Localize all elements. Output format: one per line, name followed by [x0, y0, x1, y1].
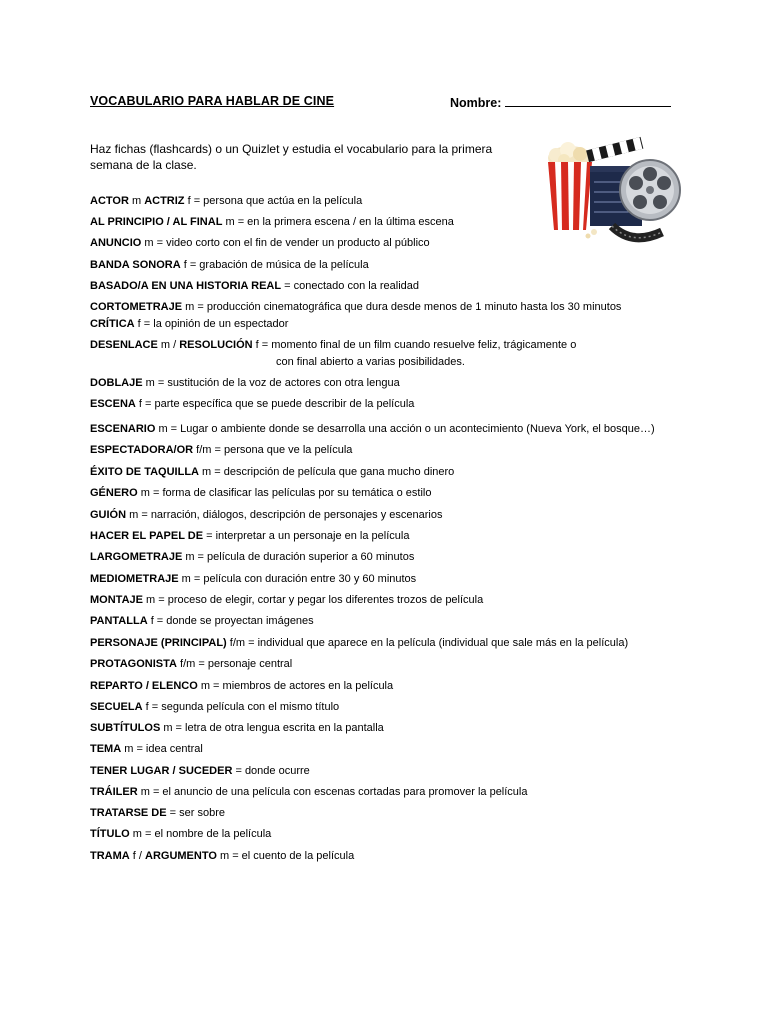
- vocab-definition: f/m = persona que ve la película: [193, 444, 353, 456]
- vocab-entry: [90, 466, 454, 479]
- vocab-gender: f /: [129, 850, 145, 862]
- vocab-definition: f/m = personaje central: [176, 658, 293, 670]
- vocab-definition: m = miembros de actores en la película: [197, 680, 394, 692]
- vocab-term: ESPECTADORA/OR: [90, 444, 194, 456]
- vocab-term: HACER EL PAPEL DE: [90, 530, 204, 542]
- vocab-term: AL PRINCIPIO / AL FINAL: [90, 216, 223, 228]
- vocab-term-alt: ARGUMENTO: [145, 850, 217, 862]
- vocab-entry: [90, 530, 409, 543]
- vocab-term: CRÍTICA: [90, 318, 135, 330]
- vocab-term: PERSONAJE (PRINCIPAL): [90, 637, 227, 649]
- vocab-entry: [90, 786, 528, 799]
- vocab-term: ESCENARIO: [90, 423, 156, 435]
- vocab-entry: [90, 487, 431, 500]
- vocab-entry: [90, 301, 621, 314]
- vocab-entry: [90, 680, 393, 693]
- vocab-definition: m = Lugar o ambiente donde se desarrolla una acción o un acontecimiento (Nueva York, el bosque…): [155, 423, 655, 435]
- vocab-term: DOBLAJE: [90, 377, 143, 389]
- vocab-term: ACTOR: [90, 195, 129, 207]
- vocab-term: PROTAGONISTA: [90, 658, 177, 670]
- vocab-term: ÉXITO DE TAQUILLA: [90, 466, 199, 478]
- page-title: VOCABULARIO PARA HABLAR DE CINE: [90, 94, 335, 108]
- vocab-entry: [90, 237, 430, 250]
- vocab-gender: m /: [157, 339, 180, 351]
- vocab-entry: [90, 195, 362, 208]
- vocab-entry: [90, 377, 400, 390]
- vocab-entry: [90, 658, 292, 671]
- vocab-term: SUBTÍTULOS: [90, 722, 161, 734]
- vocab-definition: m = el anuncio de una película con escenas cortadas para promover la película: [137, 786, 528, 798]
- name-blank-line: [505, 94, 671, 107]
- vocab-term: LARGOMETRAJE: [90, 551, 183, 563]
- vocab-term: DESENLACE: [90, 339, 158, 351]
- vocab-definition: m = idea central: [121, 743, 203, 755]
- vocab-term: ESCENA: [90, 398, 136, 410]
- film-strip-icon: [612, 226, 662, 238]
- vocab-definition: f = persona que actúa en la película: [184, 195, 363, 207]
- vocab-entry: [90, 216, 454, 229]
- vocab-definition: = ser sobre: [166, 807, 225, 819]
- vocab-entry: [90, 318, 288, 331]
- vocab-term: SECUELA: [90, 701, 143, 713]
- vocab-definition: f = momento final de un film cuando resuelve feliz, trágicamente o: [252, 339, 577, 351]
- vocab-entry: [90, 280, 419, 293]
- vocab-definition: = interpretar a un personaje en la película: [203, 530, 410, 542]
- vocab-entry: [90, 765, 310, 778]
- vocab-definition: m = video corto con el fin de vender un producto al público: [141, 237, 430, 249]
- vocab-entry: [90, 637, 628, 650]
- vocab-definition: f = segunda película con el mismo título: [142, 701, 340, 713]
- vocab-term: TRAMA: [90, 850, 130, 862]
- vocab-definition: m = forma de clasificar las películas por su temática o estilo: [137, 487, 432, 499]
- vocab-definition: f = la opinión de un espectador: [134, 318, 289, 330]
- vocab-term: TRÁILER: [90, 786, 138, 798]
- vocab-term: GUIÓN: [90, 509, 127, 521]
- vocab-term: TENER LUGAR / SUCEDER: [90, 765, 233, 777]
- vocab-definition: m = película de duración superior a 60 minutos: [182, 551, 415, 563]
- vocab-term: BANDA SONORA: [90, 259, 181, 271]
- vocab-term-alt: RESOLUCIÓN: [179, 339, 253, 351]
- vocab-definition: m = descripción de película que gana mucho dinero: [199, 466, 455, 478]
- vocab-term: CORTOMETRAJE: [90, 301, 183, 313]
- name-label: Nombre:: [450, 96, 502, 110]
- vocab-term: MEDIOMETRAJE: [90, 573, 179, 585]
- intro-text: Haz fichas (flashcards) o un Quizlet y estudia el vocabulario para la primera semana de la clase.: [90, 142, 493, 172]
- vocab-term-alt: ACTRIZ: [144, 195, 185, 207]
- vocab-definition: m = letra de otra lengua escrita en la pantalla: [160, 722, 384, 734]
- vocab-definition: m = el cuento de la película: [216, 850, 355, 862]
- vocab-entry: [90, 339, 576, 369]
- vocab-definition: m = el nombre de la película: [129, 828, 272, 840]
- vocab-entry: [90, 615, 314, 628]
- vocab-definition: f = parte específica que se puede describir de la película: [135, 398, 415, 410]
- vocab-definition: m = narración, diálogos, descripción de personajes y escenarios: [126, 509, 443, 521]
- vocab-definition: m = en la primera escena / en la última escena: [222, 216, 454, 228]
- vocab-entry: [90, 551, 414, 564]
- vocab-definition: = conectado con la realidad: [281, 280, 419, 292]
- vocab-term: ANUNCIO: [90, 237, 142, 249]
- film-reel-icon: [620, 160, 680, 220]
- cinema-illustration: [542, 128, 684, 252]
- vocab-entry: [90, 259, 369, 272]
- vocab-term: TRATARSE DE: [90, 807, 167, 819]
- vocab-definition-continued: con final abierto a varias posibilidades.: [276, 356, 465, 368]
- vocab-entry: [90, 444, 352, 457]
- vocab-definition: m = producción cinematográfica que dura desde menos de 1 minuto hasta los 30 minutos: [182, 301, 622, 313]
- vocab-entry: [90, 743, 203, 756]
- vocab-definition: = donde ocurre: [232, 765, 310, 777]
- vocab-entry: [90, 509, 442, 522]
- vocab-term: REPARTO / ELENCO: [90, 680, 198, 692]
- vocab-definition: f/m = individual que aparece en la película (individual que sale más en la película): [226, 637, 629, 649]
- vocab-term: TÍTULO: [90, 828, 130, 840]
- vocab-entry: [90, 850, 354, 863]
- vocab-entry: [90, 423, 655, 436]
- vocab-entry: [90, 398, 414, 411]
- name-field: [450, 94, 671, 110]
- vocab-entry: [90, 594, 483, 607]
- vocab-term: TEMA: [90, 743, 122, 755]
- vocab-definition: m = sustitución de la voz de actores con otra lengua: [142, 377, 400, 389]
- vocab-entry: [90, 701, 339, 714]
- vocab-entry: [90, 807, 225, 820]
- vocab-gender: m: [128, 195, 145, 207]
- vocab-definition: f = grabación de música de la película: [180, 259, 369, 271]
- vocab-definition: m = proceso de elegir, cortar y pegar los diferentes trozos de película: [142, 594, 484, 606]
- vocab-term: PANTALLA: [90, 615, 148, 627]
- vocab-term: MONTAJE: [90, 594, 143, 606]
- vocab-entry: [90, 573, 416, 586]
- vocab-definition: f = donde se proyectan imágenes: [147, 615, 314, 627]
- vocab-term: GÉNERO: [90, 487, 138, 499]
- vocab-entry: [90, 828, 271, 841]
- vocab-term: BASADO/A EN UNA HISTORIA REAL: [90, 280, 282, 292]
- vocab-definition: m = película con duración entre 30 y 60 minutos: [178, 573, 417, 585]
- vocab-entry: [90, 722, 384, 735]
